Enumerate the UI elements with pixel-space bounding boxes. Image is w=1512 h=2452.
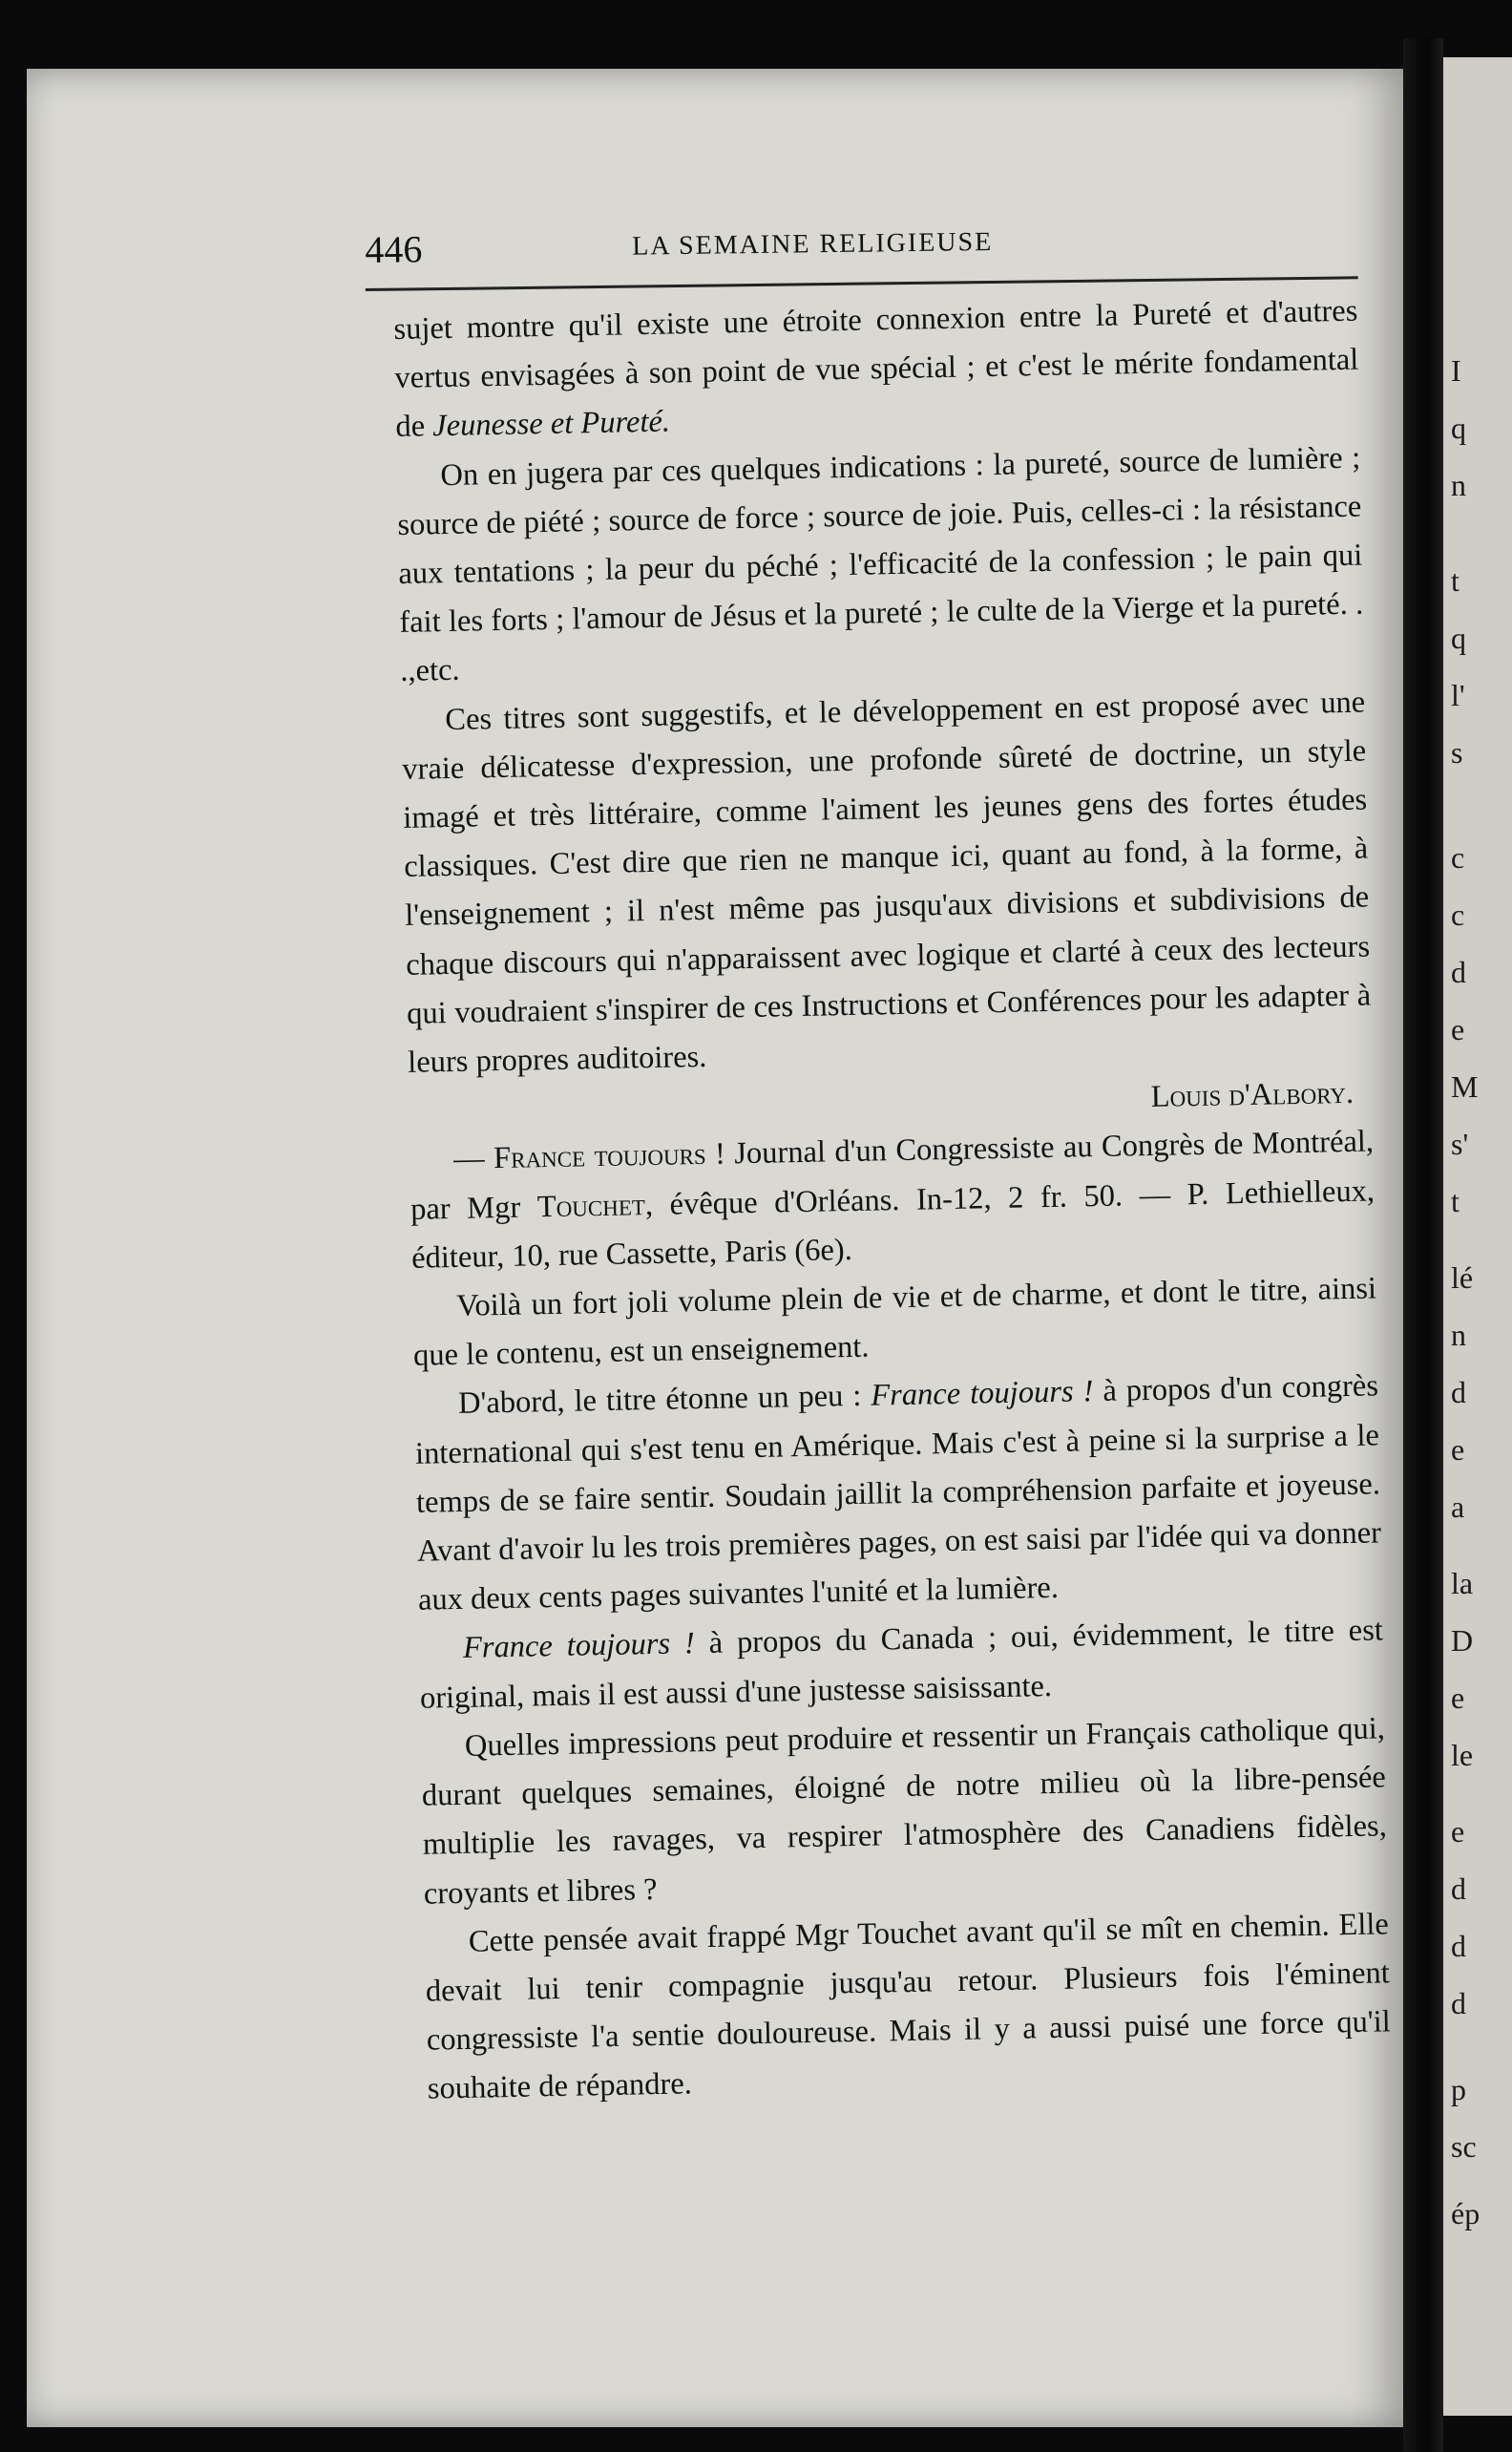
next-page-fragment: n [1451, 1318, 1466, 1352]
next-page-fragment: e [1451, 1012, 1465, 1046]
next-page-fragment: e [1451, 1680, 1465, 1715]
paragraph-6-text-a: D'abord, le titre étonne un peu : [457, 1379, 872, 1422]
book-binding [1403, 38, 1443, 2452]
next-page-fragment: D [1451, 1623, 1474, 1658]
paragraph-8: Quelles impressions peut produire et ressentir un Français catholique qui, durant quelques semaines, éloigné de notre milieu où la libre-pensée multiplie les ravages, va respirer l'atmosphère des Canadiens fidèles, croyants et libres ? [421, 1711, 1388, 1912]
em-dash: — [452, 1141, 494, 1177]
next-page-fragment: l' [1451, 678, 1465, 712]
paragraph-3: Ces titres sont suggestifs, et le développement en est proposé avec une vraie délicatesse d'expression, une profonde sûreté de doctrine, un style imagé et très littéraire, comme l'aiment les jeunes gens des fortes études classiques. C'est dire que rien ne manque ici, quant au fond, à la forme, à l'enseignement ; il n'est même pas jusqu'aux divisions et subdivisions de chaque discours qui n'apparaissent avec logique et clarté à ceux des lecteurs qui voudraient s'inspirer de ces Instructions et Conférences pour les adapter à leurs propres auditoires. [401, 685, 1372, 1080]
paragraph-6 [414, 1363, 1383, 1625]
paragraph-9: Cette pensée avait frappé Mgr Touchet avant qu'il se mît en chemin. Elle devait lui tenir compagnie jusqu'au retour. Plusieurs fois l'éminent congressiste l'a sentie douloureuse. Mais il y a aussi puisé une force qu'il souhaite de répandre. [425, 1907, 1392, 2106]
next-page-fragment: c [1451, 898, 1465, 932]
paragraph-1 [393, 287, 1360, 453]
next-page-fragment: lé [1451, 1260, 1474, 1295]
paragraph-7 [419, 1607, 1385, 1723]
right-page-edge [1443, 57, 1512, 2416]
next-page-fragment: le [1451, 1738, 1474, 1772]
paragraph-4 [410, 1118, 1376, 1283]
next-page-fragment: n [1451, 468, 1466, 502]
paragraph-1-text: sujet montre qu'il existe une étroite connexion entre la Pureté et d'autres vertus envisagées à son point de vue spécial ; et c'est le mérite fondamental de [393, 293, 1359, 445]
next-page-fragment: e [1451, 1432, 1465, 1467]
body-text [393, 287, 1392, 2115]
next-page-fragment: q [1451, 411, 1466, 445]
next-page-fragment: e [1451, 1814, 1465, 1849]
page-header [365, 215, 1358, 291]
next-page-fragment: d [1451, 1375, 1466, 1409]
next-page-fragment: I [1451, 353, 1461, 388]
next-page-fragment: d [1451, 1871, 1466, 1906]
next-page-fragment: d [1451, 955, 1466, 989]
next-page-fragment: t [1451, 563, 1460, 598]
quoted-title-2: France toujours ! [462, 1626, 696, 1666]
next-page-fragment: la [1451, 1566, 1474, 1600]
paragraph-7-text: à propos du Canada ; oui, évidemment, le titre est original, mais il est aussi d'une justesse saisissante. [419, 1613, 1384, 1716]
next-page-fragment: t [1451, 1184, 1460, 1218]
next-page-fragment: d [1451, 1986, 1466, 2020]
paragraph-4-text-b: , évêque d'Orléans. In-12, 2 fr. 50. — P. Lethielleux, éditeur, 10, rue Cassette, Paris (6e). [410, 1173, 1376, 1276]
author-name: Touchet [536, 1187, 646, 1224]
review-signature: Louis d'Albory. [1150, 1076, 1354, 1115]
next-page-fragment: M [1451, 1069, 1479, 1104]
next-page-fragment: s [1451, 735, 1463, 770]
book-title: Jeunesse et Pureté. [431, 404, 671, 444]
running-title: LA SEMAINE RELIGIEUSE [632, 226, 994, 262]
page-number: 446 [365, 227, 423, 271]
next-page-fragment: sc [1451, 2129, 1477, 2164]
paragraph-2: On en jugera par ces quelques indications : la pureté, source de lumière ; source de piété ; source de force ; source de joie. Puis, celles-ci : la résistance aux tentations ; la peur du péché ; l'efficacité de la confession ; le pain qui fait les forts ; l'amour de Jésus et la pureté ; le culte de la Vierge et la pureté. . .,etc. [397, 440, 1364, 689]
quoted-title: France toujours ! [871, 1374, 1094, 1414]
paragraph-4-text-a: Journal d'un Congressiste au Congrès de Montréal, par Mgr [410, 1124, 1375, 1227]
reviewed-title: France toujours ! [493, 1136, 726, 1176]
paragraph-5: Voilà un fort joli volume plein de vie et de charme, et dont le titre, ainsi que le contenu, est un enseignement. [412, 1271, 1377, 1374]
next-page-fragment: s' [1451, 1127, 1469, 1161]
next-page-fragment: d [1451, 1929, 1466, 1963]
next-page-fragment: ép [1451, 2196, 1480, 2230]
next-page-fragment: q [1451, 621, 1466, 655]
next-page-fragment: a [1451, 1490, 1465, 1524]
next-page-fragment: p [1451, 2072, 1466, 2106]
paragraph-6-text-b: à propos d'un congrès international qui s'est tenu en Amérique. Mais c'est à peine si la surprise a le temps de se faire sentir. Soudain jaillit la compréhension parfaite et joyeuse. Avant d'avoir lu les trois premières pages, on est saisi par l'idée qui va donner aux deux cents pages suivantes l'unité et la lumière. [414, 1368, 1382, 1618]
next-page-fragment: c [1451, 840, 1465, 875]
